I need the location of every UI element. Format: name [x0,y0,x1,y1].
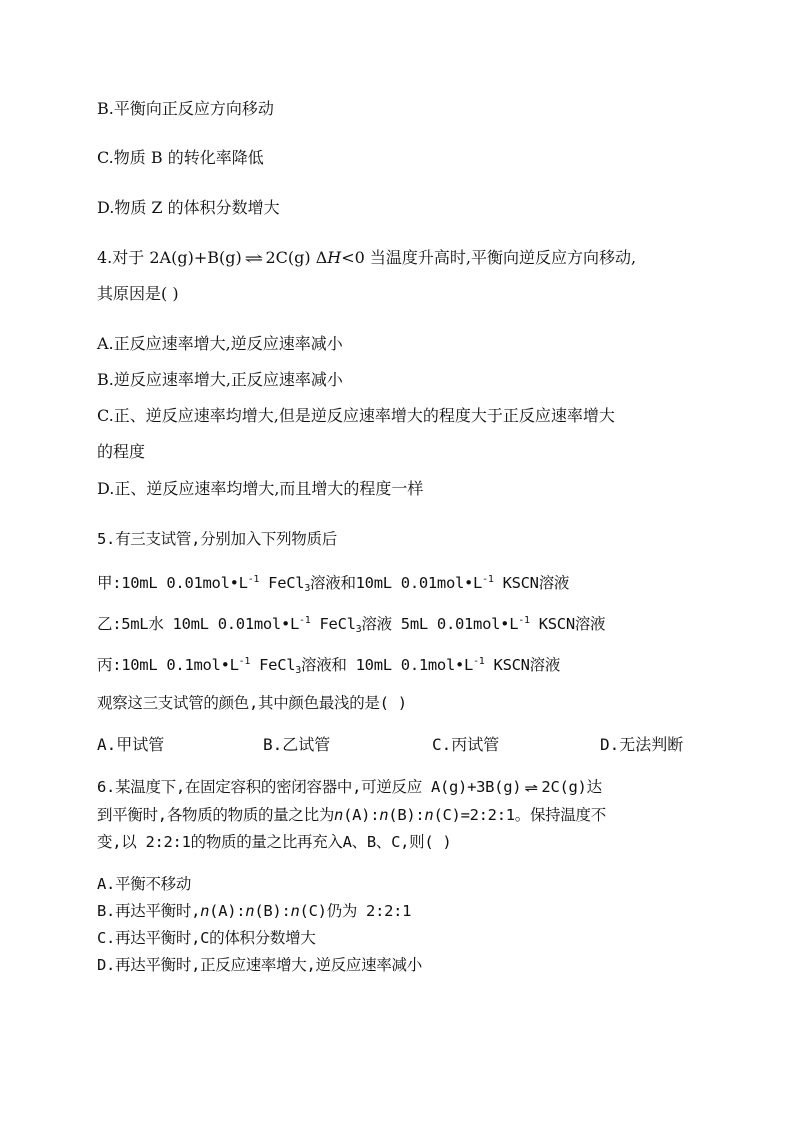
q5-stem: 5.有三支试管,分别加入下列物质后 [97,530,337,548]
q5-option-c: C.丙试管 [432,735,500,754]
q6-option-b [97,901,411,921]
q6-stem-line3: 变,以 2:2:1的物质的量之比再充入A、B、C,则( ) [97,833,452,851]
q4-option-a: A.正反应速率增大,逆反应速率减小 [97,334,343,353]
q5-jia-text: 溶液和10mL 0.01mol•L [310,574,483,592]
q4-stem-mid: 2C(g) Δ [265,248,328,267]
equilibrium-arrow-icon: ⇌ [524,780,538,796]
q4-enthalpy-var: H [327,248,342,267]
q5-option-b: B.乙试管 [263,735,331,754]
equilibrium-arrow-icon: ⇌ [244,251,263,267]
q6-option-c: C.再达平衡时,C的体积分数增大 [97,929,316,947]
q5-yi-text: KSCN溶液 [529,615,606,633]
q5-bing-text: 溶液和 10mL 0.1mol•L [301,656,474,674]
q5-jia-text: KSCN溶液 [493,574,570,592]
q5-option-a: A.甲试管 [97,735,165,754]
q6-stem-line1 [97,777,602,798]
q5-yi-text: FeCl [310,615,356,633]
superscript: -1 [238,656,251,667]
q3-option-c: C.物质 B 的转化率降低 [97,148,264,167]
amount-var: n [379,806,389,824]
superscript: -1 [518,615,530,626]
amount-var: n [424,806,434,824]
q5-tube-yi [97,611,605,640]
q3-option-d: D.物质 Z 的体积分数增大 [97,198,280,217]
q5-option-d: D.无法判断 [600,735,684,754]
q5-bing-text: KSCN溶液 [484,656,561,674]
q6-stem-line2 [97,805,606,825]
subscript: 3 [295,665,302,676]
superscript: -1 [299,615,311,626]
amount-var: n [334,806,344,824]
q5-bing-text: FeCl [250,656,296,674]
q4-option-c-line2: 的程度 [97,442,146,461]
q5-yi-text: 乙:5mL水 10mL 0.01mol•L [97,615,300,633]
q6-line2-text: (A): [343,806,380,824]
q4-stem-line2: 其原因是( ) [97,284,179,303]
q6-b-text: (C)仍为 2:2:1 [299,902,412,920]
q5-tube-bing [97,652,560,681]
q5-question: 观察这三支试管的颜色,其中颜色最浅的是( ) [97,694,407,712]
q6-line2-text: (B): [388,806,425,824]
superscript: -1 [473,656,485,667]
amount-var: n [290,902,300,920]
q6-line1-text: 6.某温度下,在固定容积的密闭容器中,可逆反应 A(g)+3B(g) [97,778,522,796]
q4-option-d: D.正、逆反应速率均增大,而且增大的程度一样 [97,479,424,498]
subscript: 3 [304,583,311,594]
q6-b-text: (B): [254,902,291,920]
q5-jia-text: FeCl [259,574,305,592]
q6-line1-text: 2C(g)达 [541,778,602,796]
q6-line2-text: 到平衡时,各物质的物质的量之比为 [97,806,335,824]
amount-var: n [200,902,210,920]
q6-option-d: D.再达平衡时,正反应速率增大,逆反应速率减小 [97,956,422,974]
q6-option-a: A.平衡不移动 [97,875,192,893]
q4-option-b: B.逆反应速率增大,正反应速率减小 [97,370,343,389]
q6-b-text: B.再达平衡时, [97,902,201,920]
q3-option-b: B.平衡向正反应方向移动 [97,99,274,118]
q4-stem-suffix: <0 当温度升高时,平衡向逆反应方向移动, [341,248,637,267]
q5-jia-text: 甲:10mL 0.01mol•L [97,574,248,592]
q6-b-text: (A): [209,902,246,920]
q4-option-c-line1: C.正、逆反应速率均增大,但是逆反应速率增大的程度大于正反应速率增大 [97,406,615,425]
q5-yi-text: 溶液 5mL 0.01mol•L [361,615,519,633]
q5-bing-text: 丙:10mL 0.1mol•L [97,656,239,674]
superscript: -1 [247,574,260,585]
q4-stem-line1 [97,248,636,269]
amount-var: n [245,902,255,920]
subscript: 3 [355,624,362,635]
q6-line2-text: (C)=2:2:1。保持温度不 [433,806,606,824]
q5-tube-jia [97,570,569,599]
superscript: -1 [482,574,494,585]
q4-stem-prefix: 4.对于 2A(g)+B(g) [97,248,242,267]
